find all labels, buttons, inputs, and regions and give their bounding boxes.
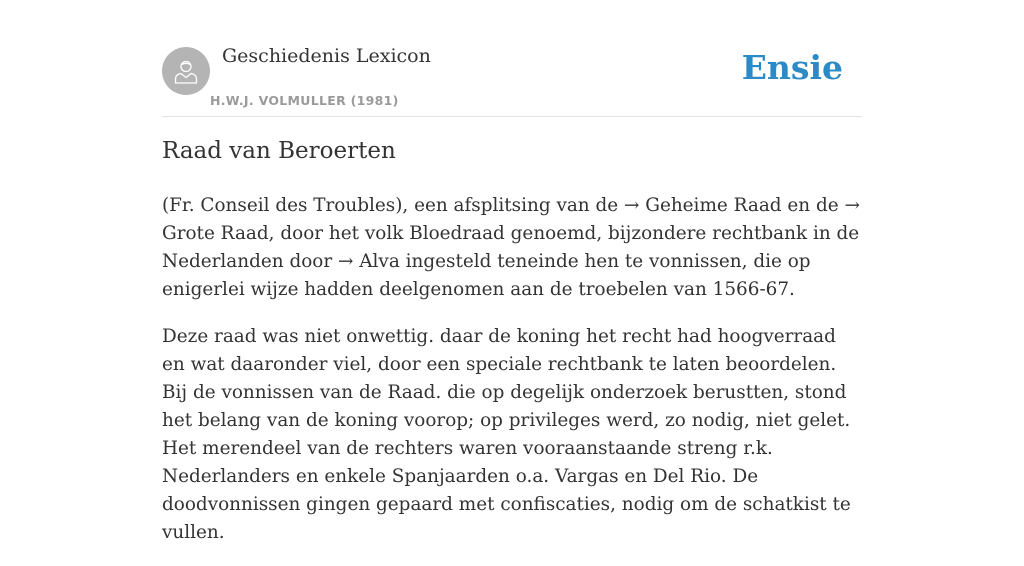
paragraph-2: Deze raad was niet onwettig. daar de koning het recht had hoogverraad en wat daaronder viel, door een speciale rechtbank te laten beoordelen. Bij de vonnissen van de Raad. die op degelijk onderzoek berustten, stond het belang van de koning voorop; op privileges werd, zo nodig, niet gelet. Het merendeel van de rechters waren vooraanstaande streng r.k. Nederlanders en enkele Spanjaarden o.a. Vargas en Del Rio. De doodvonnissen gingen gepaard met confiscaties, nodig om de schatkist te vullen. (162, 326, 851, 543)
paragraph-1-text-d: ingesteld teneinde hen te vonnissen, die op enigerlei wijze hadden deelgenomen aan de troebelen van 1566-67. (162, 251, 811, 300)
ensie-logo[interactable]: Ensie (741, 48, 843, 87)
link-alva[interactable]: → Alva (338, 251, 400, 272)
paragraph-1 (162, 192, 862, 304)
paragraph-1-text-b: en de (781, 195, 845, 216)
article-body (162, 192, 862, 566)
article-title: Raad van Beroerten (162, 138, 396, 164)
paragraph-1-text-c: , door het volk Bloedraad genoemd, bijzondere rechtbank in de Nederlanden door (162, 223, 860, 272)
avatar[interactable] (162, 47, 210, 95)
source-header (162, 40, 862, 117)
source-author: H.W.J. VOLMULLER (1981) (210, 93, 399, 108)
link-grote-raad[interactable]: → Grote Raad (162, 195, 860, 244)
source-title[interactable]: Geschiedenis Lexicon (222, 45, 431, 67)
link-geheime-raad[interactable]: → Geheime Raad (624, 195, 782, 216)
user-icon (171, 56, 201, 86)
paragraph-1-text-a: (Fr. Conseil des Troubles), een afsplitsing van de (162, 195, 624, 216)
